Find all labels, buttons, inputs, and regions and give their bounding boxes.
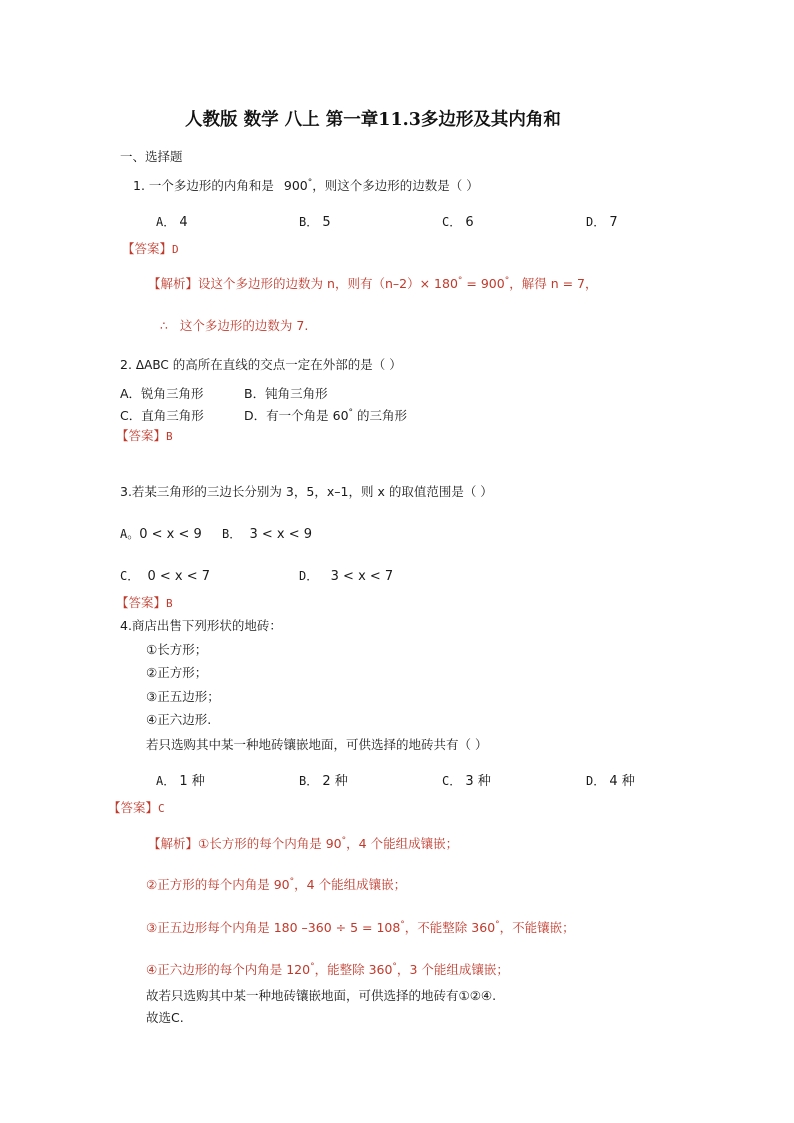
q4-item-1: ①长方形； xyxy=(146,642,208,657)
q4-option-b[interactable]: B． 2 种 xyxy=(299,774,348,789)
q1-conclusion: ∴ 这个多边形的边数为 7. xyxy=(160,318,309,333)
q4-analysis-line3: ③正五边形每个内角是 180 –360 ÷ 5 = 108°，不能整除 360°，不能镶嵌； xyxy=(146,920,575,936)
q4-stem: 4.商店出售下列形状的地砖： xyxy=(120,618,282,633)
q3-stem: 3.若某三角形的三边长分别为 3，5，x–1，则 x 的取值范围是（ ） xyxy=(120,484,493,499)
q2-option-d[interactable]: D．有一个角是 60° 的三角形 xyxy=(244,408,408,424)
q4-analysis-line1: 【解析】①长方形的每个内角是 90°，4 个能组成镶嵌； xyxy=(148,836,459,852)
q3-answer: 【答案】B xyxy=(116,595,173,610)
q2-option-b[interactable]: B．钝角三角形 xyxy=(244,386,328,401)
q4-analysis-line2: ②正方形的每个内角是 90°，4 个能组成镶嵌； xyxy=(146,877,407,893)
q3-option-d[interactable]: D． 3 < x < 7 xyxy=(299,569,394,584)
q1-option-b[interactable]: B． 5 xyxy=(299,215,331,230)
q2-option-a[interactable]: A．锐角三角形 xyxy=(120,386,204,401)
q3-option-c[interactable]: C． 0 < x < 7 xyxy=(120,569,211,584)
q4-option-d[interactable]: D． 4 种 xyxy=(586,774,635,789)
q1-option-a[interactable]: A． 4 xyxy=(156,215,188,230)
q2-answer: 【答案】B xyxy=(116,428,173,443)
page-title: 人教版 数学 八上 第一章11.3多边形及其内角和 xyxy=(185,110,561,130)
q4-answer: 【答案】C xyxy=(108,800,165,815)
q1-option-c[interactable]: C． 6 xyxy=(442,215,474,230)
q4-question: 若只选购其中某一种地砖镶嵌地面，可供选择的地砖共有（ ） xyxy=(146,737,488,752)
q2-option-c[interactable]: C．直角三角形 xyxy=(120,408,204,423)
q3-option-b[interactable]: B． 3 < x < 9 xyxy=(222,527,313,542)
q1-stem: 1. 一个多边形的内角和是 900°，则这个多边形的边数是（ ） xyxy=(133,178,479,194)
q4-option-a[interactable]: A． 1 种 xyxy=(156,774,205,789)
q3-option-a[interactable]: A。0 < x < 9 xyxy=(120,527,202,542)
q4-option-c[interactable]: C． 3 种 xyxy=(442,774,491,789)
q1-answer: 【答案】D xyxy=(122,241,179,256)
section-heading: 一、选择题 xyxy=(120,149,183,164)
q4-item-4: ④正六边形. xyxy=(146,712,212,727)
q4-item-3: ③正五边形； xyxy=(146,689,220,704)
q1-option-d[interactable]: D． 7 xyxy=(586,215,618,230)
q4-analysis-line6: 故选C. xyxy=(146,1010,184,1025)
q4-analysis-line4: ④正六边形的每个内角是 120°，能整除 360°，3 个能组成镶嵌； xyxy=(146,962,509,978)
q4-analysis-line5: 故若只选购其中某一种地砖镶嵌地面，可供选择的地砖有①②④. xyxy=(146,988,497,1003)
q2-stem: 2. ΔABC 的高所在直线的交点一定在外部的是（ ） xyxy=(120,357,402,372)
q4-item-2: ②正方形； xyxy=(146,665,208,680)
q1-analysis: 【解析】设这个多边形的边数为 n，则有（n–2）× 180° = 900°，解得 n = 7， xyxy=(148,276,598,292)
